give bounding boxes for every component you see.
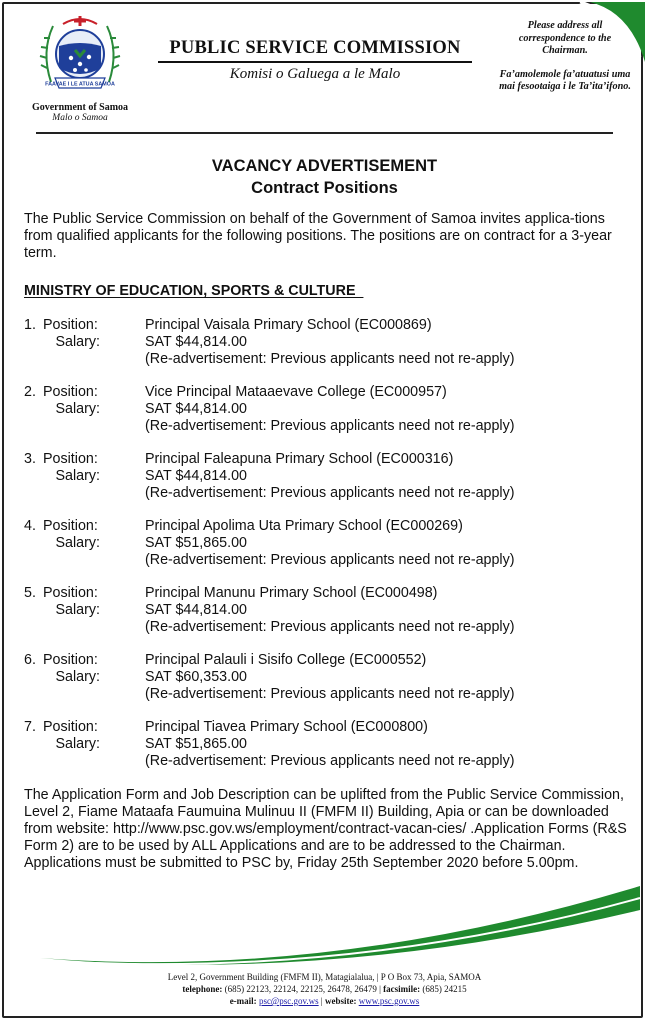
footer-web-line: e-mail: psc@psc.gov.ws | website: www.psc.gov.ws bbox=[229, 996, 420, 1006]
position-label: Position: bbox=[43, 451, 98, 467]
correspondence-note bbox=[498, 20, 632, 105]
organization-title: PUBLIC SERVICE COMMISSION bbox=[169, 38, 461, 58]
position-label: Position: bbox=[43, 518, 98, 534]
position-number: 2. bbox=[24, 384, 36, 400]
position-item bbox=[24, 652, 634, 719]
website-link[interactable]: www.psc.gov.ws bbox=[358, 996, 420, 1006]
headline bbox=[0, 155, 649, 199]
telephone-label: telephone: bbox=[182, 984, 223, 994]
position-salary: SAT $44,814.00 bbox=[145, 602, 248, 618]
position-salary: SAT $60,353.00 bbox=[145, 669, 248, 685]
position-title: Vice Principal Mataaevave College (EC000957) bbox=[145, 384, 447, 400]
application-instructions: The Application Form and Job Description can be uplifted from the Public Service Commission, Level 2, Fiame Mataafa Faumuina Mulinuu II (FMFM II) Building, Apia or can be downloaded from website: http://www.psc.gov.ws/employment/contract-vacan-cies/ .Application Forms (R&S Form 2) are to be used by ALL Applications and are to be addressed to the Chairman. Applications must be submitted to PSC by, Friday 25th September 2020 before 5.00pm. bbox=[24, 787, 627, 871]
title-underline bbox=[158, 61, 472, 63]
organization-subtitle: Komisi o Galuega a le Malo bbox=[229, 66, 401, 82]
correspondence-note-english: Please address all correspondence to the Chairman. bbox=[518, 20, 612, 56]
position-number: 4. bbox=[24, 518, 36, 534]
salary-label: Salary: bbox=[55, 468, 100, 484]
position-item bbox=[24, 585, 634, 652]
logo-subcaption: Malo o Samoa bbox=[52, 113, 108, 123]
position-note: (Re-advertisement: Previous applicants need not re-apply) bbox=[145, 552, 515, 568]
position-number: 6. bbox=[24, 652, 36, 668]
position-salary: SAT $51,865.00 bbox=[145, 736, 248, 752]
positions-list bbox=[24, 317, 634, 786]
position-label: Position: bbox=[43, 652, 98, 668]
salary-label: Salary: bbox=[55, 535, 100, 551]
position-item bbox=[24, 719, 634, 786]
position-title: Principal Manunu Primary School (EC000498) bbox=[145, 585, 438, 601]
website-label: website: bbox=[324, 996, 357, 1006]
position-label: Position: bbox=[43, 384, 98, 400]
position-label: Position: bbox=[43, 585, 98, 601]
header-divider bbox=[36, 132, 613, 134]
position-number: 7. bbox=[24, 719, 36, 735]
position-note: (Re-advertisement: Previous applicants need not re-apply) bbox=[145, 351, 515, 367]
position-label: Position: bbox=[43, 317, 98, 333]
headline-subtitle: Contract Positions bbox=[251, 179, 398, 197]
position-salary: SAT $44,814.00 bbox=[145, 401, 248, 417]
position-note: (Re-advertisement: Previous applicants need not re-apply) bbox=[145, 418, 515, 434]
position-title: Principal Faleapuna Primary School (EC000316) bbox=[145, 451, 454, 467]
seal-motto: FAAVAE I LE ATUA SAMOA bbox=[45, 81, 115, 88]
government-seal bbox=[30, 12, 130, 123]
salary-label: Salary: bbox=[55, 401, 100, 417]
footer-contact bbox=[0, 971, 649, 1007]
telephone-value: (685) 22123, 22124, 22125, 26478, 26479 bbox=[224, 984, 377, 994]
intro-paragraph: The Public Service Commission on behalf of the Government of Samoa invites applica-tions from qualified applicants for the following positions. The positions are on contract for a 3-year term. bbox=[24, 211, 612, 261]
salary-label: Salary: bbox=[55, 669, 100, 685]
footer-swoosh bbox=[0, 880, 649, 970]
salary-label: Salary: bbox=[55, 736, 100, 752]
position-number: 3. bbox=[24, 451, 36, 467]
position-note: (Re-advertisement: Previous applicants need not re-apply) bbox=[145, 619, 515, 635]
salary-label: Salary: bbox=[55, 602, 100, 618]
position-title: Principal Vaisala Primary School (EC000869) bbox=[145, 317, 432, 333]
position-salary: SAT $44,814.00 bbox=[145, 334, 248, 350]
position-title: Principal Apolima Uta Primary School (EC000269) bbox=[145, 518, 463, 534]
salary-label: Salary: bbox=[55, 334, 100, 350]
facsimile-label: facsimile: bbox=[383, 984, 421, 994]
position-item bbox=[24, 451, 634, 518]
headline-title: VACANCY ADVERTISEMENT bbox=[211, 157, 438, 175]
correspondence-note-samoan: Fa’amolemole fa’atuatusi uma mai fesootaiga i le Ta’ita’ifono. bbox=[499, 68, 631, 92]
position-label: Position: bbox=[43, 719, 98, 735]
ministry-heading: MINISTRY OF EDUCATION, SPORTS & CULTURE bbox=[24, 283, 364, 299]
position-title: Principal Tiavea Primary School (EC000800) bbox=[145, 719, 428, 735]
email-link[interactable]: psc@psc.gov.ws bbox=[258, 996, 319, 1006]
position-item bbox=[24, 518, 634, 585]
facsimile-value: (685) 24215 bbox=[422, 984, 467, 994]
position-note: (Re-advertisement: Previous applicants need not re-apply) bbox=[145, 485, 515, 501]
position-item bbox=[24, 317, 634, 384]
position-salary: SAT $51,865.00 bbox=[145, 535, 248, 551]
position-title: Principal Palauli i Sisifo College (EC000552) bbox=[145, 652, 427, 668]
position-note: (Re-advertisement: Previous applicants need not re-apply) bbox=[145, 753, 515, 769]
position-number: 1. bbox=[24, 317, 36, 333]
email-label: e-mail: bbox=[229, 996, 257, 1006]
footer-phone-line: telephone: (685) 22123, 22124, 22125, 26478, 26479 | facsimile: (685) 24215 bbox=[182, 984, 467, 994]
footer-address: Level 2, Government Building (FMFM II), Matagialalua, | P O Box 73, Apia, SAMOA bbox=[167, 972, 482, 982]
samoa-coat-of-arms-icon bbox=[37, 12, 123, 100]
position-number: 5. bbox=[24, 585, 36, 601]
position-note: (Re-advertisement: Previous applicants need not re-apply) bbox=[145, 686, 515, 702]
logo-caption: Government of Samoa bbox=[31, 102, 129, 113]
position-salary: SAT $44,814.00 bbox=[145, 468, 248, 484]
header-title-block bbox=[150, 38, 480, 83]
position-item bbox=[24, 384, 634, 451]
